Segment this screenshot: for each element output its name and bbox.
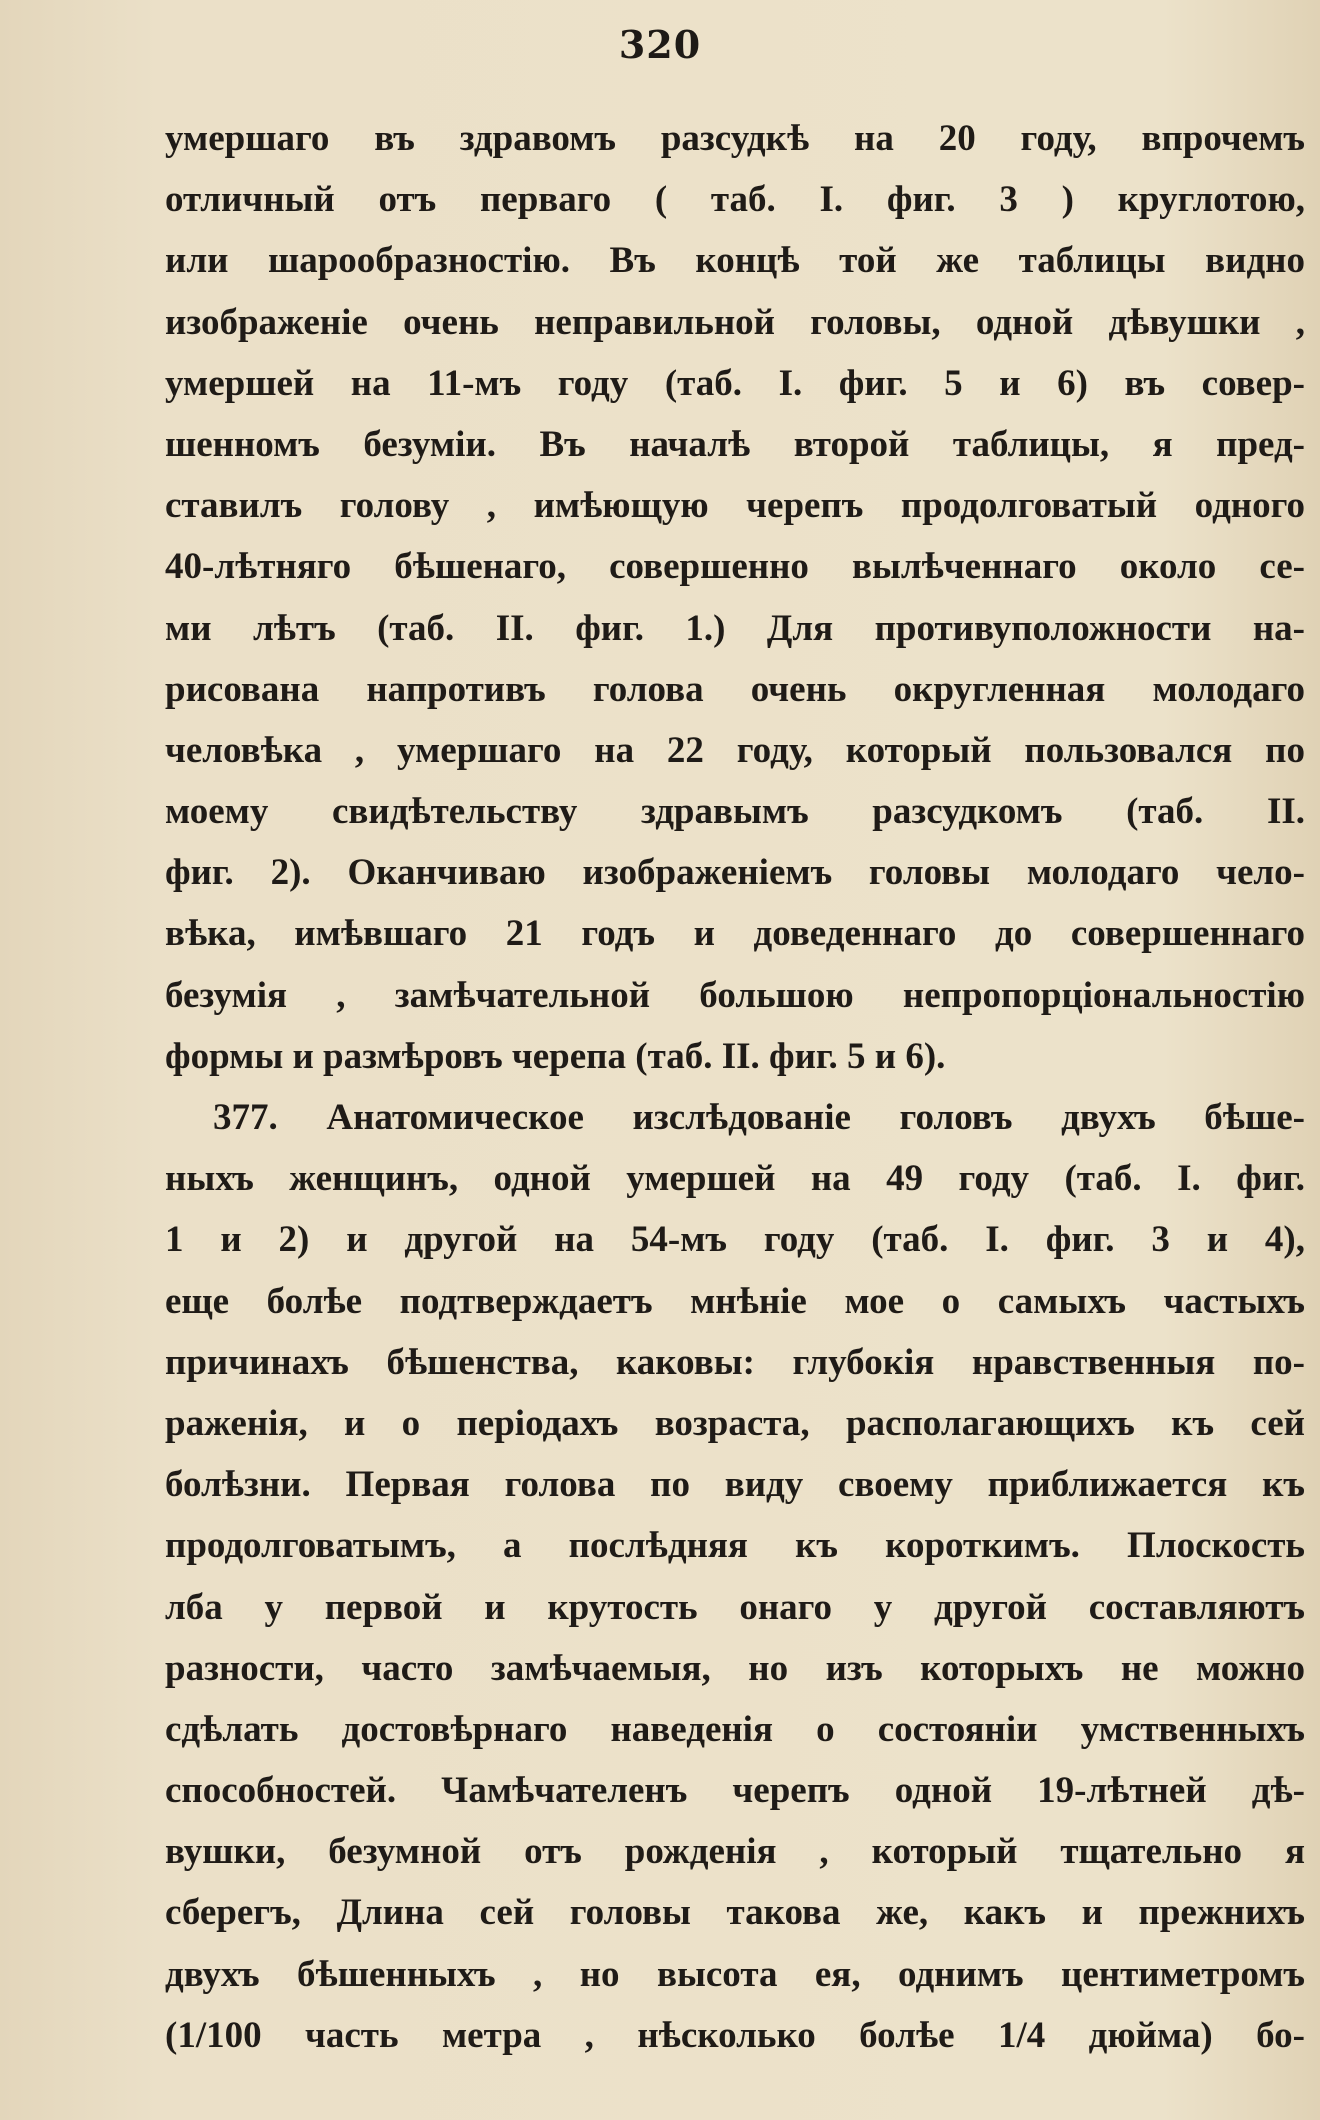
text-line: ми лѣтъ (таб. II. фиг. 1.) Для противуположности на- (165, 607, 1305, 649)
text-line: продолговатымъ, а послѣдняя къ короткимъ. Плоскость (165, 1525, 1305, 1567)
body-text (165, 108, 1305, 2066)
text-line: разности, часто замѣчаемыя, но изъ которыхъ не можно (165, 1647, 1305, 1689)
paragraph-start-line: 377. Анатомическое изслѣдованіе головъ двухъ бѣше- (213, 1097, 1305, 1138)
text-line: рисована напротивъ голова очень округленная молодаго (165, 668, 1305, 710)
text-line: двухъ бѣшенныхъ , но высота ея, однимъ центиметромъ (165, 1953, 1305, 1995)
text-line: вушки, безумной отъ рожденія , который тщательно я (165, 1831, 1305, 1873)
text-line: лба у первой и крутость онаго у другой составляютъ (165, 1586, 1305, 1628)
text-line: или шарообразностію. Въ концѣ той же таблицы видно (165, 240, 1305, 282)
page-number: 320 (618, 22, 702, 67)
text-line: умершаго въ здравомъ разсудкѣ на 20 году, впрочемъ (165, 118, 1305, 159)
text-line: умершей на 11-мъ году (таб. I. фиг. 5 и 6) въ совер- (165, 362, 1305, 404)
text-line: сдѣлать достовѣрнаго наведенія о состояніи умственныхъ (165, 1708, 1305, 1750)
text-line: отличный отъ перваго ( таб. I. фиг. 3 ) круглотою, (165, 179, 1305, 221)
text-line: (1/100 часть метра , нѣсколько болѣе 1/4 дюйма) бо- (165, 2014, 1305, 2056)
text-line: моему свидѣтельству здравымъ разсудкомъ (таб. II. (165, 791, 1305, 833)
text-line: причинахъ бѣшенства, каковы: глубокія нравственныя по- (165, 1341, 1305, 1383)
text-line: ставилъ голову , имѣющую черепъ продолговатый одного (165, 485, 1305, 527)
paragraph-end-line: формы и размѣровъ черепа (таб. II. фиг. 5 и 6). (165, 1035, 946, 1077)
text-line: еще болѣе подтверждаетъ мнѣніе мое о самыхъ частыхъ (165, 1280, 1305, 1322)
text-line: раженія, и о періодахъ возраста, располагающихъ къ сей (165, 1402, 1305, 1444)
text-line: 1 и 2) и другой на 54-мъ году (таб. I. фиг. 3 и 4), (165, 1219, 1305, 1261)
text-line: человѣка , умершаго на 22 году, который пользовался по (165, 729, 1305, 771)
text-line: вѣка, имѣвшаго 21 годъ и доведеннаго до совершеннаго (165, 913, 1305, 955)
text-line: фиг. 2). Оканчиваю изображеніемъ головы молодаго чело- (165, 852, 1305, 894)
text-line: 40-лѣтняго бѣшенаго, совершенно вылѣченнаго около се- (165, 546, 1305, 588)
text-line: болѣзни. Первая голова по виду своему приближается къ (165, 1464, 1305, 1506)
text-line: ныхъ женщинъ, одной умершей на 49 году (таб. I. фиг. (165, 1158, 1305, 1200)
text-line: безумія , замѣчательной большою непропорціональностію (165, 974, 1305, 1016)
text-line: изображеніе очень неправильной головы, одной дѣвушки , (165, 301, 1305, 343)
text-line: сберегъ, Длина сей головы такова же, какъ и прежнихъ (165, 1892, 1305, 1934)
text-line: шенномъ безуміи. Въ началѣ второй таблицы, я пред- (165, 423, 1305, 465)
text-line: способностей. Чамѣчателенъ черепъ одной 19-лѣтней дѣ- (165, 1770, 1305, 1812)
